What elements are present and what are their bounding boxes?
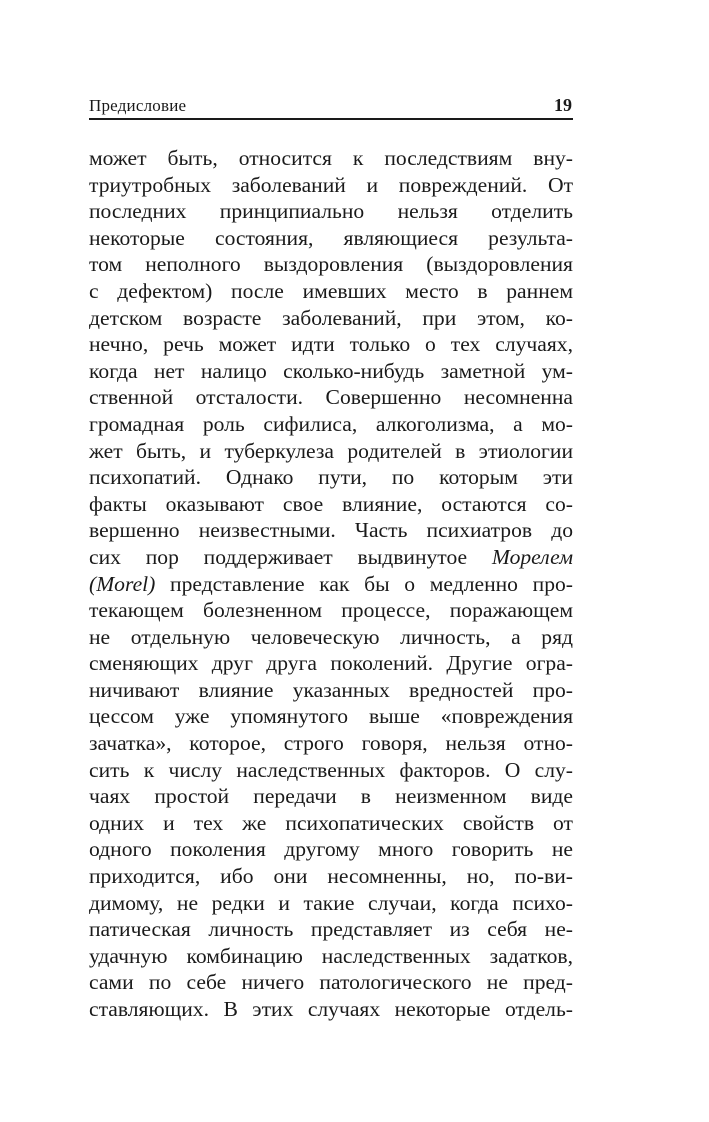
text-line: димому, не редки и такие случаи, когда психо- bbox=[89, 890, 573, 915]
text-line: может быть, относится к последствиям вну- bbox=[89, 146, 573, 170]
text-line: триутробных заболеваний и повреждений. От bbox=[89, 172, 573, 197]
page-number: 19 bbox=[554, 95, 572, 115]
text-line: текающем болезненном процессе, поражающем bbox=[89, 598, 573, 623]
text-segment: представление как бы о медленно про- bbox=[170, 571, 574, 596]
text-line: последних принципиально нельзя отделить bbox=[89, 199, 573, 224]
text-line: психопатий. Однако пути, по которым эти bbox=[89, 465, 573, 490]
running-title: Предисловие bbox=[89, 96, 187, 115]
text-line: одного поколения другому много говорить не bbox=[89, 837, 573, 862]
text-line: факты оказывают свое влияние, остаются со- bbox=[89, 491, 573, 516]
text-line: сменяющих друг друга поколений. Другие огра- bbox=[89, 651, 573, 676]
text-line: не отдельную человеческую личность, а ряд bbox=[89, 624, 573, 649]
text-line: том неполного выздоровления (выздоровления bbox=[89, 252, 573, 277]
text-segment: сих пор поддерживает выдвинутое bbox=[89, 544, 468, 569]
text-line: удачную комбинацию наследственных задатков, bbox=[89, 943, 573, 968]
text-line: громадная роль сифилиса, алкоголизма, а мо- bbox=[89, 411, 573, 436]
text-line: ничивают влияние указанных вредностей про- bbox=[89, 677, 573, 702]
text-line: ственной отсталости. Совершенно несомненна bbox=[89, 385, 573, 410]
text-line: патическая личность представляет из себя не- bbox=[89, 917, 573, 942]
text-line: детском возрасте заболеваний, при этом, ко- bbox=[89, 305, 573, 330]
text-line: приходится, ибо они несомненны, но, по-ви- bbox=[89, 864, 573, 889]
text-line: когда нет налицо сколько-нибудь заметной ум- bbox=[89, 358, 573, 383]
text-line: нечно, речь может идти только о тех случаях, bbox=[89, 332, 573, 357]
text-line: жет быть, и туберкулеза родителей в этиологии bbox=[89, 438, 573, 463]
text-line: некоторые состояния, являющиеся результа- bbox=[89, 225, 573, 250]
text-line: цессом уже упомянутого выше «повреждения bbox=[89, 704, 573, 729]
body-text bbox=[89, 145, 573, 1023]
text-line: сами по себе ничего патологического не пред- bbox=[89, 970, 573, 995]
text-line: ставляющих. В этих случаях некоторые отдель- bbox=[89, 997, 573, 1021]
italic-name: Морелем bbox=[491, 544, 573, 569]
text-line: чаях простой передачи в неизменном виде bbox=[89, 784, 573, 809]
italic-name: (Morel) bbox=[89, 571, 156, 596]
text-line: сить к числу наследственных факторов. О слу- bbox=[89, 757, 573, 782]
text-line: вершенно неизвестными. Часть психиатров до bbox=[89, 518, 573, 543]
text-line: одних и тех же психопатических свойств от bbox=[89, 810, 573, 835]
text-line bbox=[89, 544, 573, 571]
text-line: с дефектом) после имевших место в раннем bbox=[89, 278, 573, 303]
text-line bbox=[89, 571, 573, 598]
text-line: зачатка», которое, строго говоря, нельзя отно- bbox=[89, 731, 573, 756]
running-header bbox=[89, 94, 573, 120]
